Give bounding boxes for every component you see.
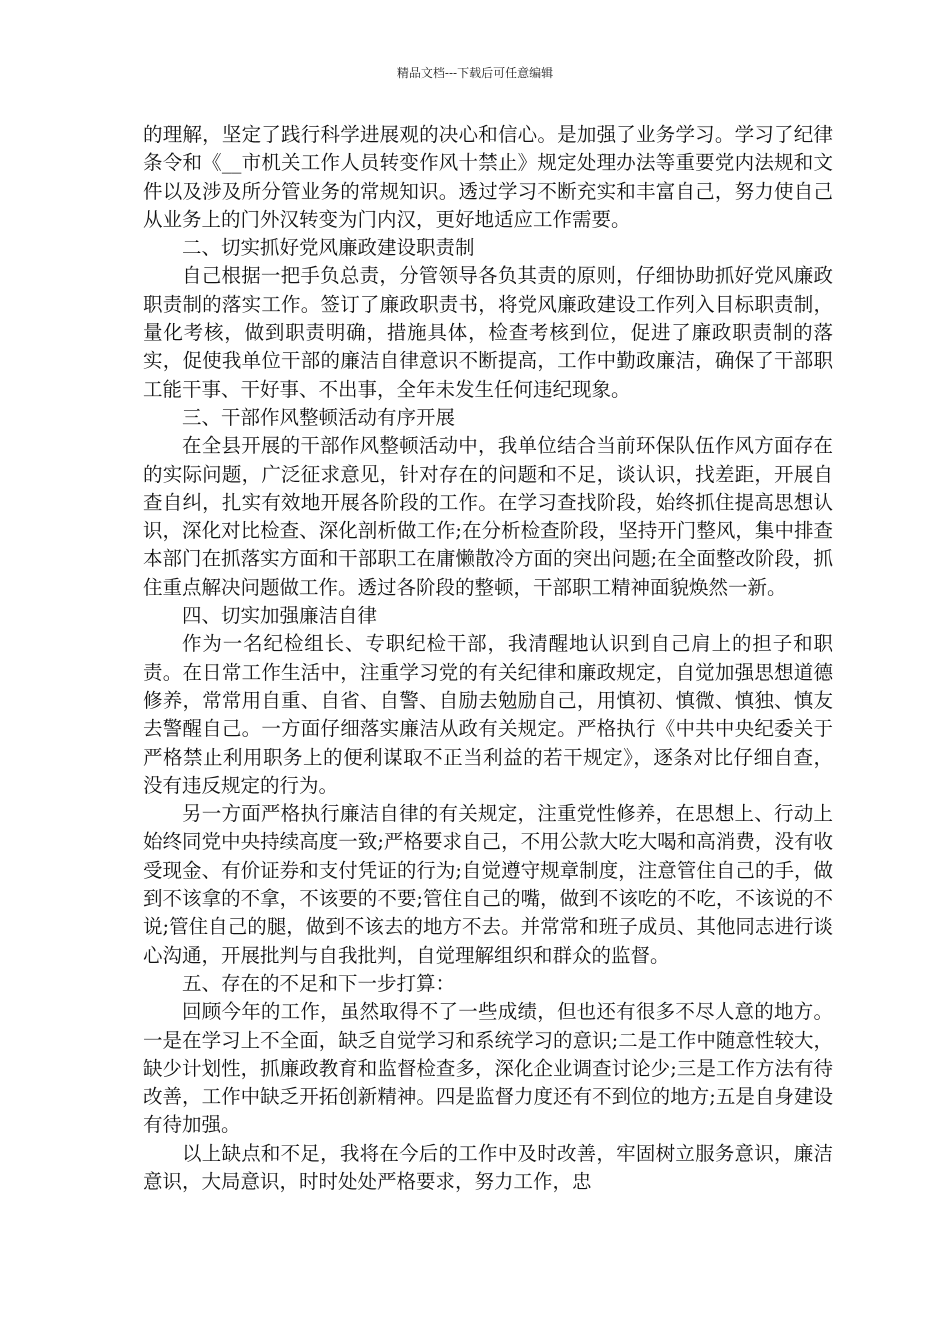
- section-heading-work-style: 三、干部作风整顿活动有序开展: [182, 405, 456, 429]
- section-heading-shortcomings: 五、存在的不足和下一步打算：: [182, 971, 456, 995]
- paragraph-work-style: 在全县开展的干部作风整顿活动中，我单位结合当前环保队伍作风方面存在的实际问题，广泛征求意见，针对存在的问题和不足，谈认识，找差距，开展自查自纠，扎实有效地开展各阶段的工作。在学习查找阶段，始终抓住提高思想认识，深化对比检查、深化剖析做工作;在分析检查阶段，坚持开门整风，集中排查本部门在抓落实方面和干部职工在庸懒散冷方面的突出问题;在全面整改阶段，抓住重点解决问题做工作。透过各阶段的整顿，干部职工精神面貌焕然一新。: [143, 434, 833, 599]
- paragraph-self-discipline: 作为一名纪检组长、专职纪检干部，我清醒地认识到自己肩上的担子和职责。在日常工作生活中，注重学习党的有关纪律和廉政规定，自觉加强思想道德修养，常常用自重、自省、自警、自励去勉励自己，用慎初、慎微、慎独、慎友去警醒自己。一方面仔细落实廉洁从政有关规定。严格执行《中共中央纪委关于严格禁止利用职务上的便利谋取不正当利益的若干规定》，逐条对比仔细自查，没有违反规定的行为。: [143, 632, 833, 797]
- section-heading-party-responsibility: 二、切实抓好党风廉政建设职责制: [182, 236, 475, 260]
- document-body: [143, 121, 833, 1196]
- page-header: 精品文档---下载后可任意编辑: [396, 66, 554, 80]
- paragraph-self-discipline-continued: 另一方面严格执行廉洁自律的有关规定，注重党性修养，在思想上、行动上始终同党中央持续高度一致;严格要求自己，不用公款大吃大喝和高消费，没有收受现金、有价证券和支付凭证的行为;自觉遵守规章制度，注意管住自己的手，做到不该拿的不拿，不该要的不要;管住自己的嘴，做到不该吃的不吃，不该说的不说;管住自己的腿，做到不该去的地方不去。并常常和班子成员、其他同志进行谈心沟通，开展批判与自我批判，自觉理解组织和群众的监督。: [143, 802, 833, 967]
- paragraph-improvement: 以上缺点和不足，我将在今后的工作中及时改善，牢固树立服务意识，廉洁意识，大局意识，时时处处严格要求，努力工作，忠: [143, 1141, 833, 1193]
- paragraph-intro-continued: 的理解，坚定了践行科学进展观的决心和信心。是加强了业务学习。学习了纪律条令和《__市机关工作人员转变作风十禁止》规定处理办法等重要党内法规和文件以及涉及所分管业务的常规知识。透过学习不断充实和丰富自己，努力使自己从业务上的门外汉转变为门内汉，更好地适应工作需要。: [143, 123, 833, 231]
- paragraph-party-responsibility: 自己根据一把手负总责，分管领导各负其责的原则，仔细协助抓好党风廉政职责制的落实工作。签订了廉政职责书，将党风廉政建设工作列入目标职责制，量化考核，做到职责明确，措施具体，检查考核到位，促进了廉政职责制的落实，促使我单位干部的廉洁自律意识不断提高，工作中勤政廉洁，确保了干部职工能干事、干好事、不出事，全年未发生任何违纪现象。: [143, 264, 833, 401]
- paragraph-shortcomings: 回顾今年的工作，虽然取得不了一些成绩，但也还有很多不尽人意的地方。一是在学习上不全面，缺乏自觉学习和系统学习的意识;二是工作中随意性较大，缺少计划性，抓廉政教育和监督检查多，深化企业调查讨论少;三是工作方法有待改善，工作中缺乏开拓创新精神。四是监督力度还有不到位的地方;五是自身建设有待加强。: [143, 1000, 833, 1137]
- section-heading-self-discipline: 四、切实加强廉洁自律: [182, 604, 378, 628]
